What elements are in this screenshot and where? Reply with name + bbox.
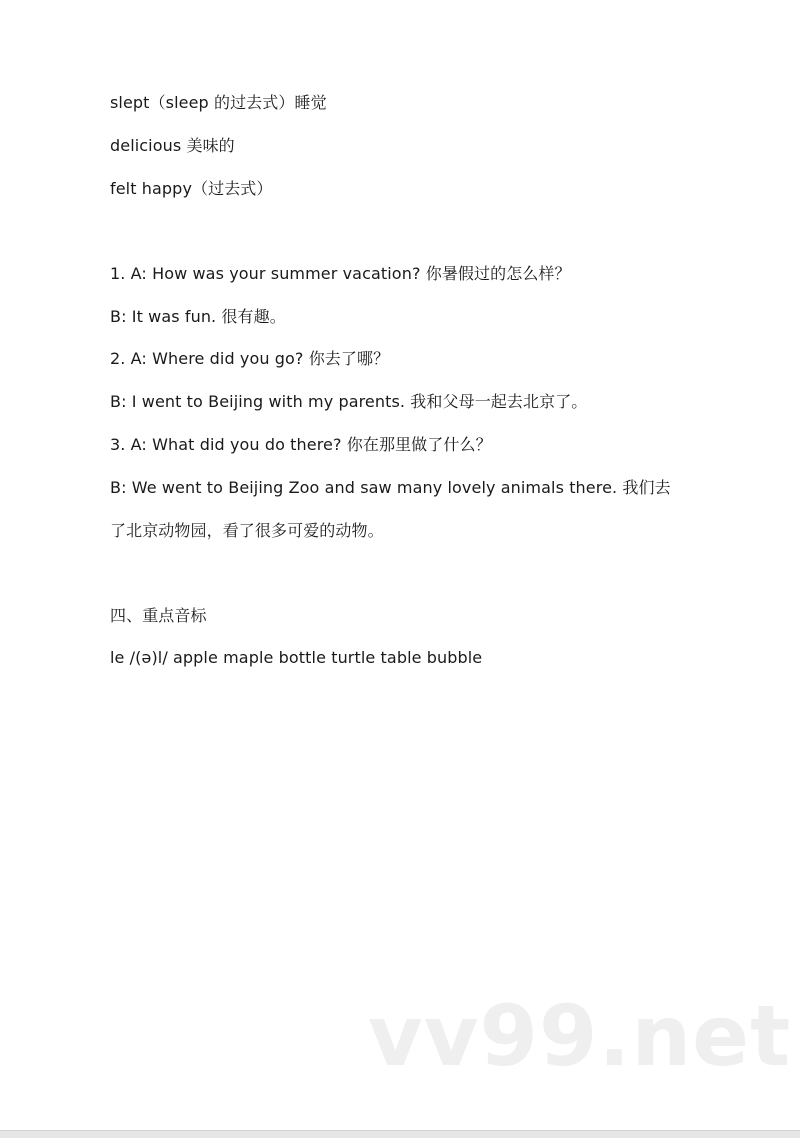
dialogue-3-question: 3. A: What did you do there? 你在那里做了什么？ bbox=[110, 435, 492, 454]
watermark: vv99.net bbox=[368, 987, 792, 1085]
dialogue-3-answer-continued: 了北京动物园，看了很多可爱的动物。 bbox=[110, 521, 384, 540]
dialogue-1-question: 1. A: How was your summer vacation? 你暑假过的怎么样？ bbox=[110, 264, 571, 283]
dialogue-1-answer: B: It was fun. 很有趣。 bbox=[110, 307, 286, 326]
vocab-slept: slept（sleep 的过去式）睡觉 bbox=[110, 93, 327, 112]
section-heading: 四、重点音标 bbox=[110, 606, 207, 625]
vocab-felt-happy: felt happy（过去式） bbox=[110, 179, 273, 198]
phonics-line: le /(ə)l/ apple maple bottle turtle table bubble bbox=[110, 648, 483, 667]
dialogue-2-answer: B: I went to Beijing with my parents. 我和父母一起去北京了。 bbox=[110, 392, 588, 411]
vocab-delicious: delicious 美味的 bbox=[110, 136, 235, 155]
dialogue-2-question: 2. A: Where did you go? 你去了哪？ bbox=[110, 349, 390, 368]
dialogue-3-answer: B: We went to Beijing Zoo and saw many lovely animals there. 我们去 bbox=[110, 478, 671, 497]
